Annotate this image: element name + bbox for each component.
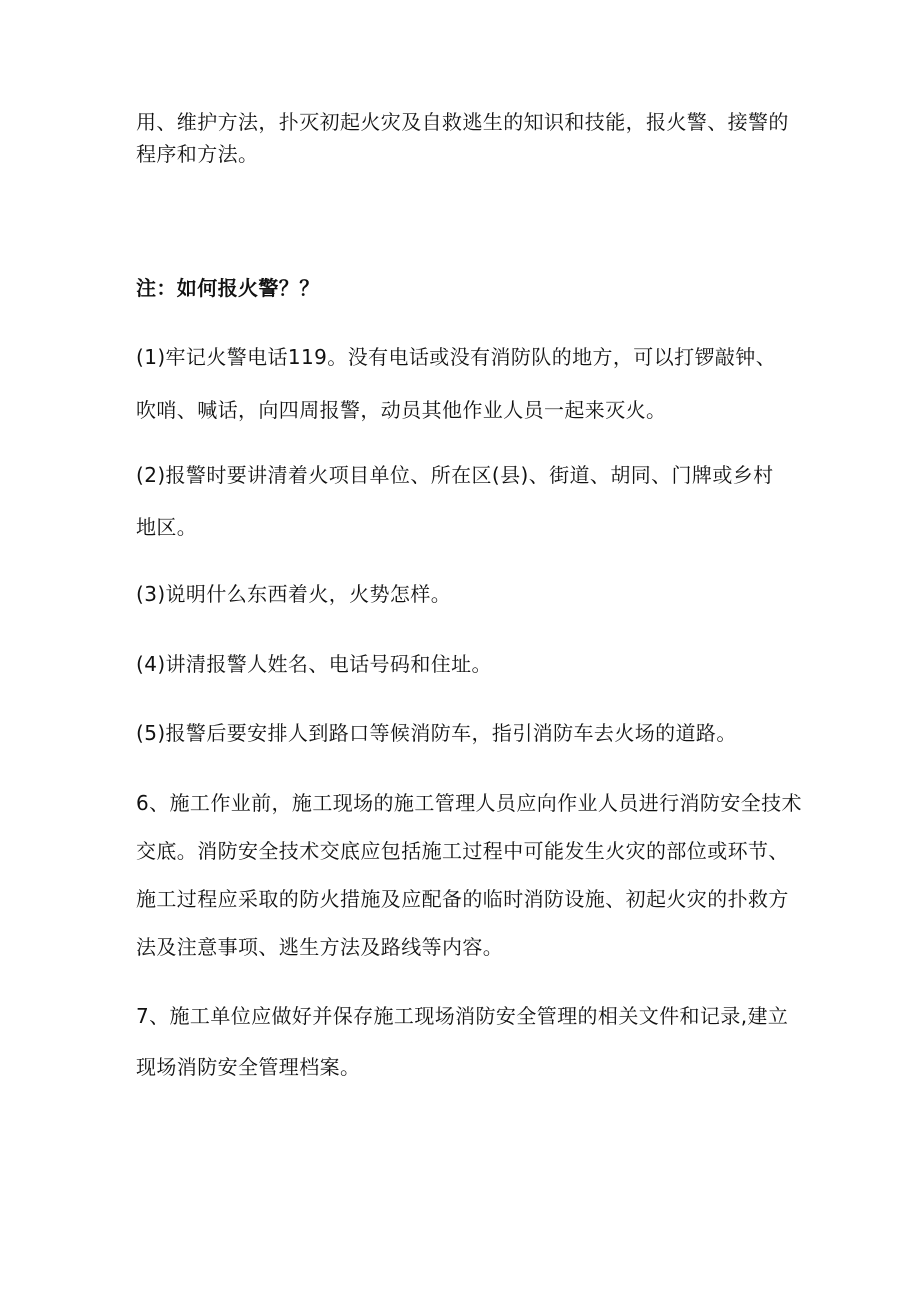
step-5: (5)报警后要安排人到路口等候消防车，指引消防车去火场的道路。 xyxy=(136,721,737,745)
item-7-line-1: 7、施工单位应做好并保存施工现场消防安全管理的相关文件和记录,建立 xyxy=(136,1004,789,1028)
intro-line-2: 程序和方法。 xyxy=(136,142,259,166)
step-2-line-1: (2)报警时要讲清着火项目单位、所在区(县)、街道、胡同、门牌或乡村 xyxy=(136,463,774,487)
note-heading: 注：如何报火警？？ xyxy=(136,276,320,300)
step-3: (3)说明什么东西着火，火势怎样。 xyxy=(136,582,452,606)
step-2-line-2: 地区。 xyxy=(136,515,198,539)
intro-line-1: 用、维护方法，扑灭初起火灾及自救逃生的知识和技能，报火警、接警的 xyxy=(136,110,789,134)
item-6-line-4: 法及注意事项、逃生方法及路线等内容。 xyxy=(136,935,504,959)
item-7-line-2: 现场消防安全管理档案。 xyxy=(136,1055,361,1079)
step-1-line-2: 吹哨、喊话，向四周报警，动员其他作业人员一起来灭火。 xyxy=(136,398,667,422)
item-6-line-2: 交底。消防安全技术交底应包括施工过程中可能发生火灾的部位或环节、 xyxy=(136,839,789,863)
step-1-line-1: (1)牢记火警电话119。没有电话或没有消防队的地方，可以打锣敲钟、 xyxy=(136,345,777,369)
item-6-line-1: 6、施工作业前，施工现场的施工管理人员应向作业人员进行消防安全技术 xyxy=(136,791,802,815)
step-4: (4)讲清报警人姓名、电话号码和住址。 xyxy=(136,652,492,676)
item-6-line-3: 施工过程应采取的防火措施及应配备的临时消防设施、初起火灾的扑救方 xyxy=(136,887,789,911)
